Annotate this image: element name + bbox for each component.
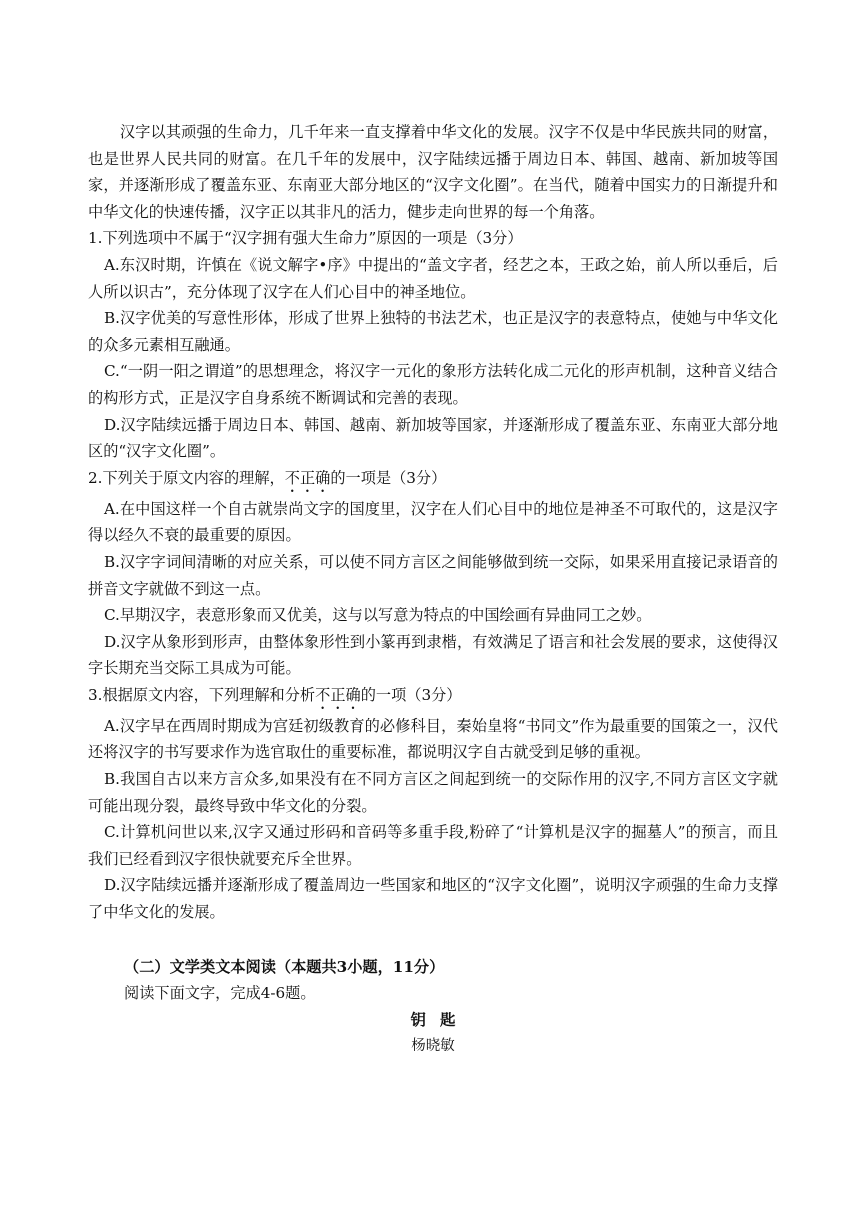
question-3-option-d: D.汉字陆续远播并逐渐形成了覆盖周边一些国家和地区的“汉字文化圈”，说明汉字顽强的生命力支撑了中华文化的发展。 (88, 876, 778, 922)
question-3-emphasis: 不正确 (315, 685, 361, 704)
question-3-option-a: A.汉字早在西周时期成为宫廷初级教育的必修科目，秦始皇将“书同文”作为最重要的国策之一，汉代还将汉字的书写要求作为选官取仕的重要标准，都说明汉字自古就受到足够的重视。 (88, 716, 778, 762)
question-2-option-d: D.汉字从象形到形声，由整体象形性到小篆再到隶楷，有效满足了语言和社会发展的要求，这使得汉字长期充当交际工具成为可能。 (88, 632, 778, 678)
story-title: 钥匙 (410, 1010, 470, 1030)
section-2-instruction: 阅读下面文字，完成4-6题。 (124, 983, 316, 1002)
question-2-stem (88, 465, 778, 496)
question-3-stem (88, 682, 778, 713)
question-2-stem-suffix: 的一项是（3分） (330, 468, 447, 487)
question-1-option-b: B.汉字优美的写意性形体，形成了世界上独特的书法艺术，也正是汉字的表意特点，使她与中华文化的众多元素相互融通。 (88, 309, 778, 354)
question-2-stem-prefix: 2.下列关于原文内容的理解， (88, 468, 285, 487)
question-2-emphasis: 不正确 (284, 468, 331, 487)
question-3-stem-prefix: 3.根据原文内容，下列理解和分析 (88, 685, 316, 704)
section-spacer (88, 926, 778, 954)
question-2-option-a: A.在中国这样一个自古就崇尚文字的国度里，汉字在人们心目中的地位是神圣不可取代的，这是汉字得以经久不衰的最重要的原因。 (88, 499, 778, 545)
question-3-stem-suffix: 的一项（3分） (360, 685, 462, 704)
section-2-heading: （二）文学类文本阅读（本题共3小题，11分） (124, 957, 445, 976)
question-1-option-a: A.东汉时期，许慎在《说文解字•序》中提出的“盖文字者，经艺之本，王政之始，前人所以垂后，后人所以识古”，充分体现了汉字在人们心目中的神圣地位。 (88, 255, 778, 301)
question-1-stem: 1.下列选项中不属于“汉字拥有强大生命力”原因的一项是（3分） (88, 229, 523, 248)
question-1-option-d: D.汉字陆续远播于周边日本、韩国、越南、新加坡等国家，并逐渐形成了覆盖东亚、东南亚大部分地区的“汉字文化圈”。 (88, 415, 778, 461)
question-2-option-b: B.汉字字词间清晰的对应关系，可以使不同方言区之间能够做到统一交际，如果采用直接记录语音的拼音文字就做不到这一点。 (88, 552, 778, 598)
story-author: 杨晓敏 (411, 1038, 455, 1055)
question-3-option-b: B.我国自古以来方言众多,如果没有在不同方言区之间起到统一的交际作用的汉字,不同方言区文字就可能出现分裂，最终导致中华文化的分裂。 (88, 770, 778, 815)
document-page (88, 119, 778, 1059)
question-3-option-c: C.计算机问世以来,汉字又通过形码和音码等多重手段,粉碎了“计算机是汉字的掘墓人”的预言，而且我们已经看到汉字很快就要充斥全世界。 (88, 823, 778, 868)
question-1-option-c: C.“一阴一阳之谓道”的思想理念，将汉字一元化的象形方法转化成二元化的形声机制，这种音义结合的构形方式，正是汉字自身系统不断调试和完善的表现。 (88, 362, 778, 407)
question-2-option-c: C.早期汉字，表意形象而又优美，这与以写意为特点的中国绘画有异曲同工之妙。 (103, 606, 652, 625)
intro-paragraph: 汉字以其顽强的生命力，几千年来一直支撑着中华文化的发展。汉字不仅是中华民族共同的财富，也是世界人民共同的财富。在几千年的发展中，汉字陆续远播于周边日本、韩国、越南、新加坡等国家，并逐渐形成了覆盖东亚、东南亚大部分地区的“汉字文化圈”。在当代，随着中国实力的日渐提升和中华文化的快速传播，汉字正以其非凡的活力，健步走向世界的每一个角落。 (88, 123, 778, 221)
